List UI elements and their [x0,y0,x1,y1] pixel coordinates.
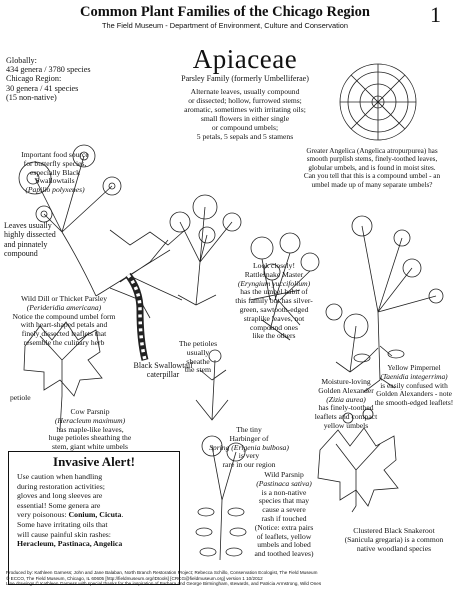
note-line: umbel made up of many separate umbels? [311,180,433,189]
note-line: rare in our region [222,460,276,470]
note-line: caterpillar [146,369,180,379]
note-line: has the umbel habit of [240,287,308,297]
family-description [160,87,330,141]
family-name: Apiaceae [192,44,298,74]
alert-line [17,510,175,520]
note-line: smooth purplish stems, finely-toothed leaves, [306,155,438,164]
page-number: 1 [430,2,441,27]
note-scientific-name: (Pastinaca sativa) [256,478,312,488]
note-line: straplike leaves, not [243,313,305,323]
note-scientific-name: (Papilio polyxenes) [25,185,85,195]
note-line: (Sanicula gregaria) is a common [344,534,444,544]
note-line: Greater Angelica (Angelica atropurpurea) has [306,147,438,155]
note-line: Can you tell that this is a compound umbel - an [303,172,441,181]
note-line: with heart-shaped petals and [20,320,108,330]
petiole-label: petiole [10,393,31,402]
note-line: Leaves usually [4,221,52,230]
leaves-note [4,221,84,259]
alert-line: essential! Some genera are [17,500,101,510]
alert-line: Some have irritating oils that [17,519,108,529]
note-line: for butterfly species, [23,158,87,168]
note-line: Rattlesnake Master [244,269,304,279]
petioles-note [160,340,236,375]
note-line: compound [4,249,38,259]
angelica-note [282,147,462,189]
caterpillar-illustration [128,275,145,360]
note-line: huge petioles sheathing the [48,433,132,443]
note-line: is very [238,451,260,461]
note-line: leaflets and compact [314,412,378,422]
species-stats [6,56,126,102]
yellow-pimpernel-note [364,364,464,408]
note-line: Harbinger of [229,433,269,443]
note-scientific-name: (Taenidia integerrima) [380,371,448,381]
alert-title: Invasive Alert! [53,454,135,469]
note-line: resemble the culinary herb [23,337,105,347]
note-scientific-name: Spring (Erigenia bulbosa) [209,442,289,452]
wild-parsnip-note [242,471,326,559]
note-line: like the others [252,331,296,341]
note-line: highly dissected [4,230,56,240]
footer-line: Produced by: Kathleen Garness; John and Jane Balaban, North Branch Restoration Project; Rebecca Schillo, Conservation Ecologist, The Field Museum [6,570,318,575]
alert-line [17,539,175,549]
footer-line: © ECCO, The Field Museum, Chicago, IL 60605 [http://fieldmuseum.org/IDtools] [CRCG@fieldmuseum.org] version 1 10/2012 [6,575,263,581]
note-line: green, sawtooth-edged [239,304,309,314]
alert-text [17,472,175,549]
note-line: The tiny [236,425,262,434]
note-line: sheathe [186,356,210,366]
description-line: Alternate leaves, usually compound [190,87,300,96]
description-line: aromatic, sometimes with irritating oils; [184,105,306,114]
note-line: Wild Parsnip [264,470,304,479]
invasive-alert-box [8,451,180,585]
note-scientific-name: (Perideridia americana) [26,302,102,312]
alert-text-segment: . [121,510,124,520]
note-scientific-name: (Heracleum maximum) [54,415,126,425]
note-line: (Notice: extra pairs [254,522,314,532]
description-line: or dissected; hollow, furrowed stems; [188,96,302,105]
note-line: Moisture-loving [321,377,371,386]
butterfly-note [2,151,108,195]
note-line: Black Swallowtail [133,361,193,370]
cow-parsnip-note [22,408,158,452]
alert-genera-poisonous: Conium, Cicuta [68,510,122,520]
note-line: Swallowtails [35,176,75,186]
note-line: species that may [258,496,310,506]
rattlesnake-master-note [224,262,324,341]
note-line: native woodland species [356,543,432,553]
alert-line: gloves and long sleeves are [17,491,103,501]
note-line: rash if touched [261,513,307,523]
note-line: Golden Alexanders - note [376,389,452,399]
black-snakeroot-note [326,527,462,553]
note-line: Important food source [21,150,89,159]
note-line: Yellow Pimpernel [387,363,441,372]
note-line: Wild Dill or Thicket Parsley [20,294,108,303]
stats-region-value: 30 genera / 41 species [6,83,79,93]
note-line: has maple-like leaves, [56,424,124,434]
note-scientific-name: (Eryngium yuccifolium) [237,278,311,288]
footer-line: Line drawings © Kathleen Garness with special thanks for the inspiration of Barbara and George Birmingham, stewards, and Patricia Armstrong, Wild Ones [6,581,322,587]
note-line: the smooth-edged leaflets! [374,398,454,408]
description-line: small flowers in either single [200,114,290,123]
alert-line: during restoration activities; [17,481,105,491]
wild-dill-note [0,295,128,348]
note-scientific-name: (Zizia aurea) [326,394,366,404]
note-line: The petioles [178,339,218,348]
description-line: 5 petals, 5 sepals and 5 stamens [196,132,294,141]
greater-angelica-illustration [340,64,416,140]
note-line: stem, giant white umbels [52,442,128,452]
note-line: has finely-toothed [318,403,374,413]
stats-globally-label: Globally: [6,56,37,65]
note-line: Clustered Black Snakeroot [353,526,435,535]
stats-non-native: (15 non-native) [6,92,57,102]
note-line: globular umbels, and is found in moist sites. [308,163,436,172]
alert-line: Use caution when handling [17,472,103,481]
description-line: or compound umbels; [211,123,279,132]
footer-credits [6,570,460,587]
note-line: and pinnately [4,239,48,249]
note-line: cause a severe [262,505,306,515]
page-subtitle: The Field Museum - Department of Environment, Culture and Conservation [101,21,349,30]
note-line: yellow umbels [323,420,369,430]
note-line: and toothed leaves) [254,549,314,559]
note-line: umbels and lobed [257,540,311,550]
note-line: Look closely! [253,261,295,270]
note-line: this family but has silver- [235,296,313,306]
alert-line: will cause painful skin rashes: [17,529,111,539]
note-line: especially Black [30,167,80,177]
family-subtitle: Parsley Family (formerly Umbelliferae) [181,74,309,83]
note-line: finely dissected leaflets that [21,329,107,339]
page-title: Common Plant Families of the Chicago Region [80,4,370,20]
note-line: compound ones [250,322,298,332]
note-line: usually [186,347,210,357]
alert-genera-irritating: Heracleum, Pastinaca, Angelica [17,539,123,549]
stats-globally-value: 434 genera / 3780 species [6,65,91,75]
note-line: the stem [184,365,212,375]
note-line: is easily confused with [380,380,448,390]
harbinger-note [208,426,290,470]
note-line: Cow Parsnip [70,407,110,416]
note-line: Golden Alexander [318,385,374,395]
note-line: is a non-native [261,487,307,497]
note-line: Notice the compound umbel form [12,311,116,321]
stats-region-label: Chicago Region: [6,74,62,84]
note-line: of leaflets, yellow [256,531,312,541]
alert-text-segment: very poisonous: [17,510,69,520]
